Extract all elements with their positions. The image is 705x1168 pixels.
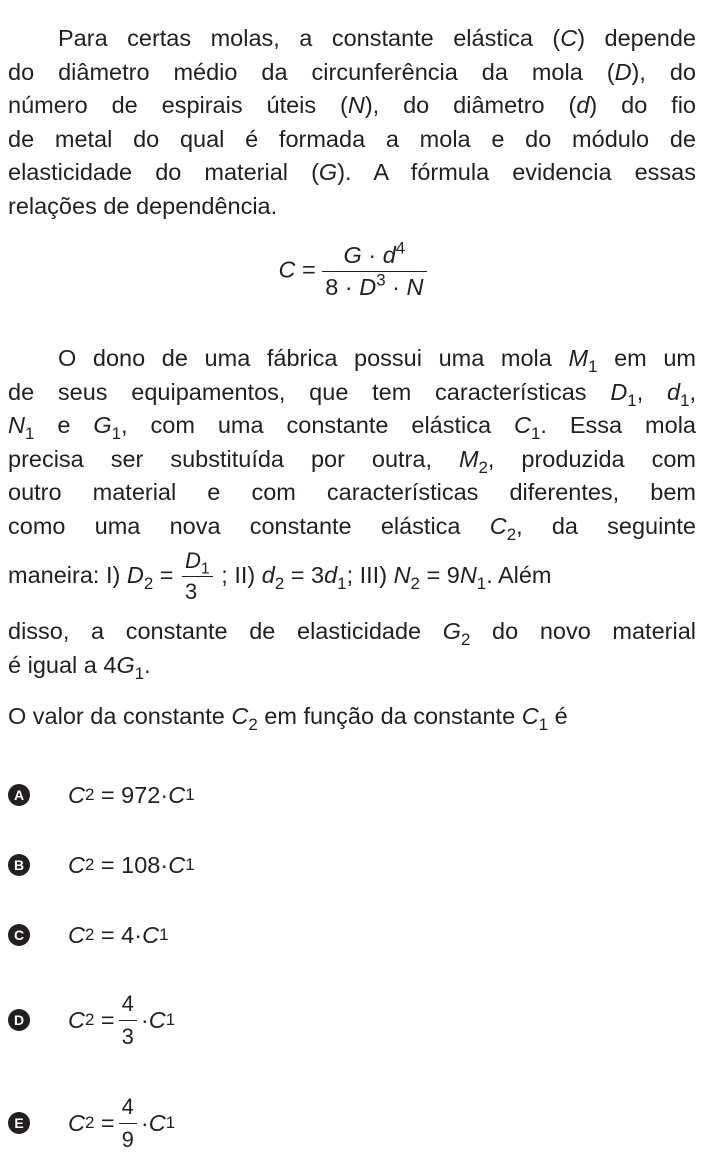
intro-line-1: Para certas molas, a constante elástica (C) depende [58,25,696,51]
option-a[interactable] [8,775,195,815]
intro-line-5: elasticidade do material (G). A fórmula evidencia essas [8,159,696,185]
option-e-text: C 2 = $\frac{4}{9}$ · C 1 [68,1093,176,1152]
problem-paragraph [8,342,696,543]
intro-paragraph [8,22,696,223]
problem-line-9: é igual a $4G_1$. [8,651,151,683]
option-b-badge: B [8,854,30,876]
formula-fraction: $\frac{G \cdot d^4}{8 \cdot D^3 \cdot N}$ [322,242,426,301]
problem-line-1: O dono de uma fábrica possui uma mola $M_1$ em um [58,345,696,376]
option-c[interactable] [8,915,168,955]
option-e[interactable] [8,1093,176,1152]
option-b-text: C 2 = 108· C 1 [68,851,195,878]
option-a-badge: A [8,784,30,806]
spring-constant-formula: C = $\frac{G \cdot d^4}{8 \cdot D^3 \cdot N}$ [0,242,705,301]
option-c-text: C 2 = 4· C 1 [68,921,169,948]
option-a-text: C 2 = 972· C 1 [68,781,195,808]
intro-line-6: relações de dependência. [8,192,278,219]
option-d-text: C 2 = $\frac{4}{3}$ · C 1 [68,990,176,1049]
option-d-badge: D [8,1009,30,1031]
problem-line-4: precisa ser substituída por outra, $M_2$, produzida com [8,445,696,477]
option-e-badge: E [8,1112,30,1134]
problem-line-2: de seus equipamentos, que tem características $D_1$, $d_1$, [8,378,696,410]
problem-paragraph-end [8,615,696,682]
option-b[interactable] [8,845,195,885]
intro-line-2: do diâmetro médio da circunferência da mola (D), do [8,58,696,85]
option-d[interactable] [8,990,176,1049]
problem-line-6: como uma nova constante elástica $C_2$, da seguinte [8,512,696,544]
problem-line-8: disso, a constante de elasticidade $G_2$ do novo material [8,618,696,649]
problem-line-3: $N_1$ e $G_1$, com uma constante elástica $C_1$. Essa mola [8,412,696,443]
option-c-badge: C [8,924,30,946]
question-text: O valor da constante $C_2$ em função da constante $C_1$ é [8,703,568,734]
intro-line-3: número de espirais úteis (N), do diâmetro (d) do fio [8,92,696,118]
problem-line-7: maneira: I) $D_2$ = $\frac{D_1}{3}$ ; II) $d_2 = 3d_1$; III) $N_2 = 9N_1$. Além [8,548,552,605]
intro-line-4: de metal do qual é formada a mola e do módulo de [8,125,696,152]
problem-line-5: outro material e com características diferentes, bem [8,479,696,505]
